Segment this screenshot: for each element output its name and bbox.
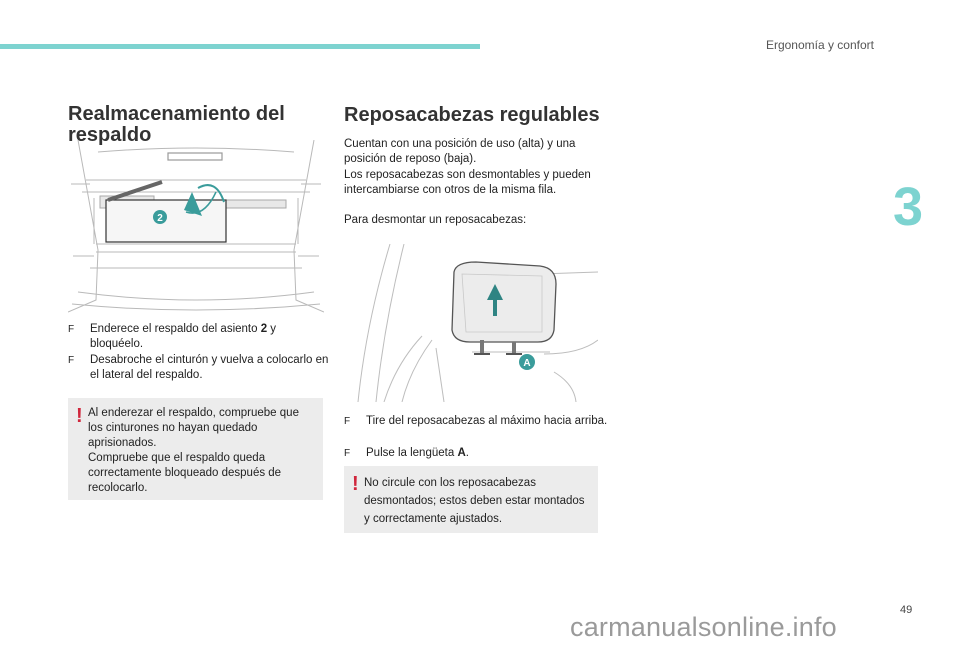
bullet-marker: F <box>68 355 75 366</box>
bullet-refasten-belt: F Desabroche el cinturón y vuelva a colocarlo en el lateral del respaldo. <box>68 354 329 381</box>
chapter-number: 3 <box>893 177 924 237</box>
section-title-headrests: Reposacabezas regulables <box>344 104 600 126</box>
warning-box-headrests <box>344 466 598 533</box>
bullet-marker: F <box>344 416 351 427</box>
figure-label-2: 2 <box>157 213 163 224</box>
bullet-straighten-backrest: F Enderece el respaldo del asiento 2 y bloquéelo. <box>68 323 277 350</box>
paragraph-removable: Los reposacabezas son desmontables y pueden intercambiarse con otros de la misma fila. <box>344 169 591 196</box>
bullet-marker: F <box>68 324 75 335</box>
warning-icon: ! <box>76 405 83 427</box>
page-number: 49 <box>900 604 913 616</box>
section-title-backrest: Realmacenamiento del respaldo <box>68 103 285 146</box>
watermark: carmanualsonline.info <box>570 612 837 642</box>
bullet-marker: F <box>344 448 351 459</box>
headrest-illustration <box>344 244 598 402</box>
warning-icon: ! <box>352 473 359 495</box>
warning-box-backrest <box>68 398 323 500</box>
bullet-pull-headrest: F Tire del reposacabezas al máximo hacia arriba. <box>344 415 608 427</box>
chapter-title: Ergonomía y confort <box>765 38 874 52</box>
header-accent-bar <box>0 44 480 49</box>
trunk-illustration <box>68 140 324 314</box>
paragraph-positions: Cuentan con una posición de uso (alta) y una posición de reposo (baja). <box>344 138 576 165</box>
warning-text-line-2: Compruebe que el respaldo queda correctamente bloqueado después de recolocarlo. <box>88 452 282 494</box>
bullet-press-tab: F Pulse la lengüeta A. <box>344 447 469 459</box>
figure-label-a: A <box>523 358 531 369</box>
warning-text: No circule con los reposacabezas desmontados; estos deben estar montados y correctamente ajustados. <box>364 477 585 525</box>
paragraph-how-to-remove: Para desmontar un reposacabezas: <box>344 214 527 226</box>
warning-text-line-1: Al enderezar el respaldo, compruebe que los cinturones no hayan quedado aprisionados. <box>88 407 299 449</box>
